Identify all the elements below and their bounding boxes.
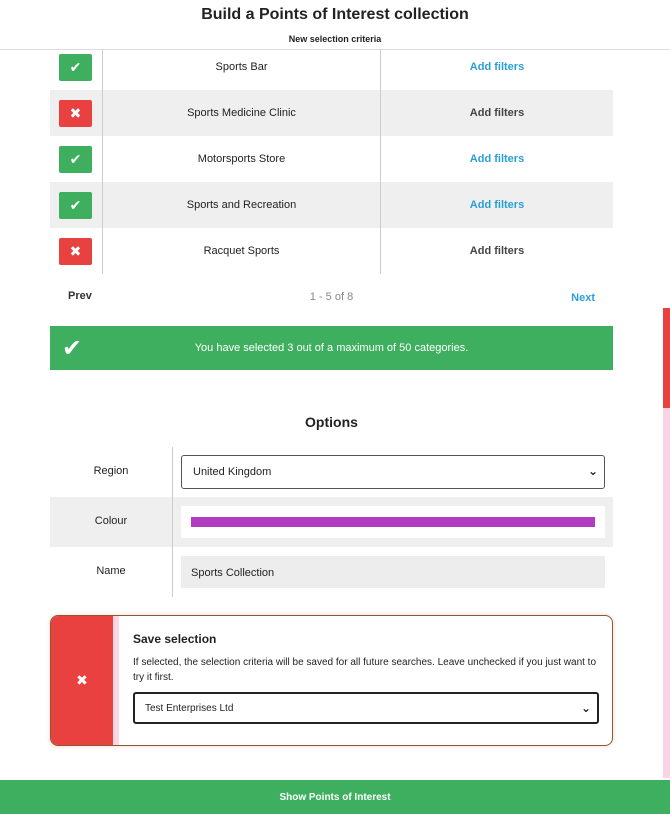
category-toggle-button[interactable] (59, 192, 92, 219)
table-row (50, 90, 613, 136)
modal-subtitle: New selection criteria (288, 34, 382, 44)
check-icon: ✔ (69, 150, 82, 167)
table-row (50, 182, 613, 228)
add-filters-link[interactable]: Add filters (380, 182, 613, 228)
category-toggle-button[interactable] (59, 146, 92, 173)
table-row (50, 228, 613, 274)
scrollbar-thumb[interactable] (663, 308, 670, 408)
cross-icon: ✖ (76, 672, 88, 688)
region-label: Region (93, 465, 129, 477)
organisation-select[interactable] (133, 692, 599, 724)
chevron-down-icon: ⌄ (580, 701, 591, 715)
category-name: Motorsports Store (102, 136, 380, 182)
category-toggle-button[interactable] (59, 238, 92, 265)
colour-picker[interactable] (181, 506, 605, 538)
category-name: Sports Bar (102, 44, 380, 90)
name-row (50, 547, 613, 597)
region-value: United Kingdom (193, 466, 272, 478)
add-filters-link[interactable]: Add filters (380, 90, 613, 136)
modal-title: Build a Points of Interest collection (201, 6, 469, 23)
selection-notice (50, 326, 613, 370)
next-button[interactable]: Next (571, 292, 595, 304)
row-divider (172, 447, 173, 497)
colour-swatch (191, 517, 595, 527)
check-icon: ✔ (69, 58, 82, 75)
category-toggle-button[interactable] (59, 54, 92, 81)
pagination (50, 286, 613, 310)
category-toggle-button[interactable] (59, 100, 92, 127)
colour-row (50, 497, 613, 547)
organisation-value: Test Enterprises Ltd (145, 703, 234, 714)
category-name: Racquet Sports (102, 228, 380, 274)
save-toggle-button[interactable] (51, 616, 119, 746)
add-filters-link[interactable]: Add filters (380, 228, 613, 274)
options-title: Options (305, 414, 358, 430)
colour-label: Colour (94, 515, 128, 527)
region-row (50, 447, 613, 497)
category-name: Sports and Recreation (102, 182, 380, 228)
page-count: 1 - 5 of 8 (309, 291, 354, 303)
cross-icon: ✖ (69, 104, 82, 121)
cross-icon: ✖ (69, 242, 82, 259)
category-name: Sports Medicine Clinic (102, 90, 380, 136)
save-title: Save selection (133, 632, 217, 646)
table-row (50, 44, 613, 90)
category-table (50, 44, 613, 274)
row-divider (172, 547, 173, 597)
show-points-of-interest-button[interactable]: Show Points of Interest (0, 780, 670, 814)
check-icon: ✔ (62, 335, 83, 362)
table-row (50, 136, 613, 182)
save-selection-card (50, 615, 613, 746)
chevron-down-icon: ⌄ (587, 464, 598, 478)
row-divider (172, 497, 173, 547)
name-input[interactable]: Sports Collection (181, 556, 605, 588)
selection-message: You have selected 3 out of a maximum of 50 categories. (194, 342, 469, 354)
modal-header (0, 0, 670, 50)
add-filters-link[interactable]: Add filters (380, 44, 613, 90)
check-icon: ✔ (69, 196, 82, 213)
prev-button[interactable]: Prev (68, 290, 92, 302)
name-label: Name (96, 565, 126, 577)
save-description: If selected, the selection criteria will be saved for all future searches. Leave unchecked if you just want to try it first. (133, 657, 597, 683)
region-select[interactable] (181, 455, 605, 489)
add-filters-link[interactable]: Add filters (380, 136, 613, 182)
